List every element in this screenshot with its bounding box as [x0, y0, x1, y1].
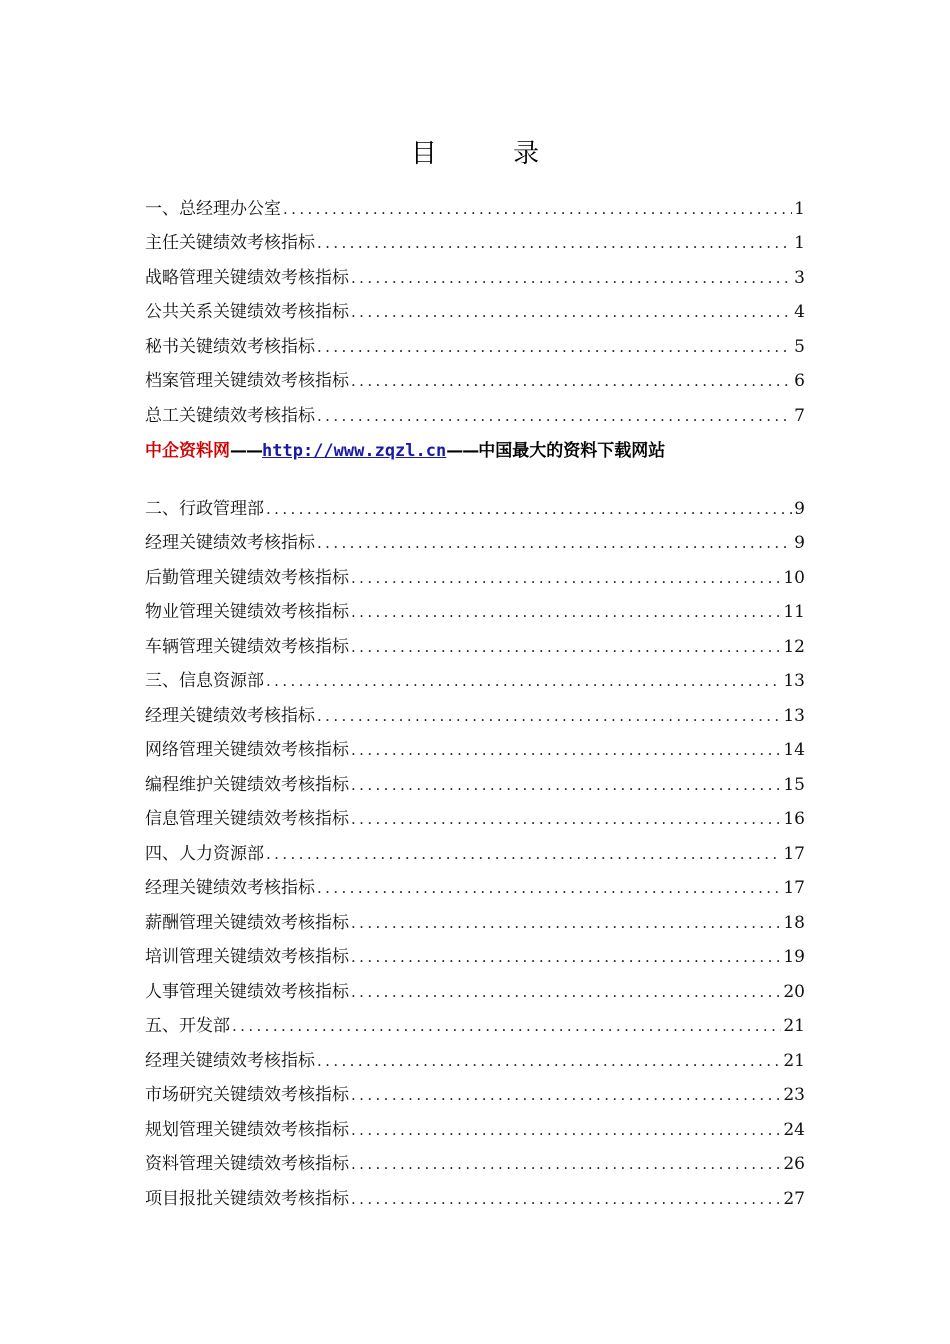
toc-entry[interactable] [145, 829, 805, 864]
toc-entry[interactable] [145, 933, 805, 968]
toc-entry[interactable] [145, 1071, 805, 1106]
toc-page-number: 7 [794, 405, 805, 426]
toc-entry[interactable] [145, 391, 805, 426]
toc-entry[interactable] [145, 219, 805, 254]
toc-leader-dots [351, 1189, 781, 1209]
toc-entry[interactable] [145, 898, 805, 933]
toc-leader-dots [351, 602, 781, 622]
site-banner [145, 436, 665, 461]
toc-page-number: 23 [783, 1085, 805, 1105]
toc-leader-dots [351, 809, 781, 829]
toc-leader-dots [351, 913, 781, 933]
toc-leader-dots [317, 337, 792, 357]
toc-entry-label: 车辆管理关键绩效考核指标 [145, 636, 349, 657]
toc-leader-dots [232, 1016, 781, 1036]
toc-entry[interactable] [145, 484, 805, 519]
toc-entry-label: 编程维护关键绩效考核指标 [145, 774, 349, 795]
toc-page-number: 3 [794, 267, 805, 288]
toc-page-number: 15 [783, 774, 805, 795]
toc-entry[interactable] [145, 1002, 805, 1037]
toc-leader-dots [351, 775, 781, 795]
toc-entry-label: 经理关键绩效考核指标 [145, 533, 315, 553]
toc-leader-dots [351, 371, 792, 391]
toc-entry-label: 四、人力资源部 [145, 843, 264, 864]
toc-leader-dots [351, 740, 781, 760]
toc-entry-label: 网络管理关键绩效考核指标 [145, 740, 349, 760]
toc-entry-label: 经理关键绩效考核指标 [145, 705, 315, 726]
toc-page-number: 9 [794, 533, 805, 553]
toc-leader-dots [351, 568, 781, 588]
toc-page-number: 17 [783, 878, 805, 898]
toc-page-number: 19 [783, 947, 805, 967]
banner-brand: 中企资料网 [145, 441, 230, 461]
toc-page-number: 26 [783, 1154, 805, 1174]
toc-leader-dots [317, 706, 781, 726]
toc-leader-dots [351, 982, 781, 1002]
toc-entry-label: 经理关键绩效考核指标 [145, 1050, 315, 1071]
toc-entry-label: 物业管理关键绩效考核指标 [145, 602, 349, 622]
toc-page-number: 27 [783, 1188, 805, 1209]
toc-leader-dots [317, 878, 781, 898]
toc-page-number: 13 [783, 705, 805, 726]
toc-entry[interactable] [145, 1105, 805, 1140]
page-title: 目 录 [410, 139, 574, 169]
toc-entry-label: 培训管理关键绩效考核指标 [145, 947, 349, 967]
toc-page-number: 13 [783, 671, 805, 691]
toc-leader-dots [351, 1085, 781, 1105]
toc-entry[interactable] [145, 1140, 805, 1175]
toc-leader-dots [283, 199, 792, 219]
toc-page-number: 11 [783, 602, 805, 622]
toc-page-number: 21 [783, 1050, 805, 1071]
toc-entry-label: 规划管理关键绩效考核指标 [145, 1119, 349, 1140]
toc-entry-label: 人事管理关键绩效考核指标 [145, 981, 349, 1002]
toc-entry[interactable] [145, 184, 805, 219]
toc-entry-label: 后勤管理关键绩效考核指标 [145, 567, 349, 588]
toc-entry-label: 战略管理关键绩效考核指标 [145, 267, 349, 288]
toc-entry[interactable] [145, 795, 805, 830]
toc-page-number: 6 [794, 371, 805, 391]
toc-entry[interactable] [145, 967, 805, 1002]
toc-entry-label: 总工关键绩效考核指标 [145, 405, 315, 426]
toc-page-number: 14 [783, 740, 805, 760]
banner-dash: —— [230, 441, 262, 461]
toc-entry-label: 项目报批关键绩效考核指标 [145, 1188, 349, 1209]
toc-leader-dots [351, 268, 792, 288]
toc-page-number: 20 [783, 981, 805, 1002]
toc-page-number: 5 [794, 336, 805, 357]
toc-entry[interactable] [145, 322, 805, 357]
toc-entry-label: 二、行政管理部 [145, 498, 264, 519]
toc-leader-dots [351, 947, 781, 967]
toc-page-number: 12 [783, 636, 805, 657]
toc-leader-dots [317, 233, 792, 253]
toc-entry[interactable] [145, 1036, 805, 1071]
banner-tagline: 中国最大的资料下载网站 [478, 441, 666, 461]
toc-leader-dots [266, 844, 781, 864]
toc-section-2 [145, 484, 805, 1209]
toc-entry-label: 经理关键绩效考核指标 [145, 878, 315, 898]
toc-entry-label: 资料管理关键绩效考核指标 [145, 1154, 349, 1174]
toc-entry-label: 薪酬管理关键绩效考核指标 [145, 912, 349, 933]
toc-entry[interactable] [145, 657, 805, 692]
toc-entry-label: 信息管理关键绩效考核指标 [145, 809, 349, 829]
toc-entry-label: 公共关系关键绩效考核指标 [145, 302, 349, 322]
toc-entry[interactable] [145, 588, 805, 623]
toc-page-number: 4 [794, 302, 805, 322]
toc-page-number: 24 [783, 1119, 805, 1140]
toc-entry[interactable] [145, 288, 805, 323]
toc-entry[interactable] [145, 253, 805, 288]
toc-entry-label: 五、开发部 [145, 1016, 230, 1036]
toc-page-number: 18 [783, 912, 805, 933]
toc-page-number: 17 [783, 843, 805, 864]
toc-leader-dots [317, 406, 792, 426]
toc-leader-dots [266, 671, 781, 691]
banner-dash: —— [446, 441, 479, 461]
toc-entry[interactable] [145, 357, 805, 392]
toc-entry-label: 秘书关键绩效考核指标 [145, 336, 315, 357]
toc-page-number: 16 [783, 809, 805, 829]
toc-entry-label: 市场研究关键绩效考核指标 [145, 1085, 349, 1105]
toc-entry[interactable] [145, 1174, 805, 1209]
banner-link[interactable]: http://www.zqzl.cn [262, 441, 447, 461]
toc-entry-label: 主任关键绩效考核指标 [145, 233, 315, 253]
toc-leader-dots [351, 1154, 781, 1174]
toc-entry-label: 档案管理关键绩效考核指标 [145, 371, 349, 391]
toc-entry-label: 三、信息资源部 [145, 671, 264, 691]
toc-page-number: 1 [794, 198, 805, 219]
toc-entry[interactable] [145, 553, 805, 588]
toc-entry[interactable] [145, 760, 805, 795]
toc-page-number: 9 [794, 498, 805, 519]
toc-entry[interactable] [145, 622, 805, 657]
toc-page-number: 1 [794, 233, 805, 253]
toc-entry-label: 一、总经理办公室 [145, 198, 281, 219]
toc-leader-dots [351, 302, 792, 322]
toc-entry[interactable] [145, 864, 805, 899]
toc-entry[interactable] [145, 726, 805, 761]
toc-page-number: 21 [783, 1016, 805, 1036]
toc-entry[interactable] [145, 519, 805, 554]
toc-page-number: 10 [783, 567, 805, 588]
toc-leader-dots [266, 499, 792, 519]
toc-leader-dots [317, 1051, 781, 1071]
toc-leader-dots [351, 637, 781, 657]
toc-section-1 [145, 184, 805, 426]
toc-leader-dots [351, 1120, 781, 1140]
toc-leader-dots [317, 533, 792, 553]
toc-entry[interactable] [145, 691, 805, 726]
